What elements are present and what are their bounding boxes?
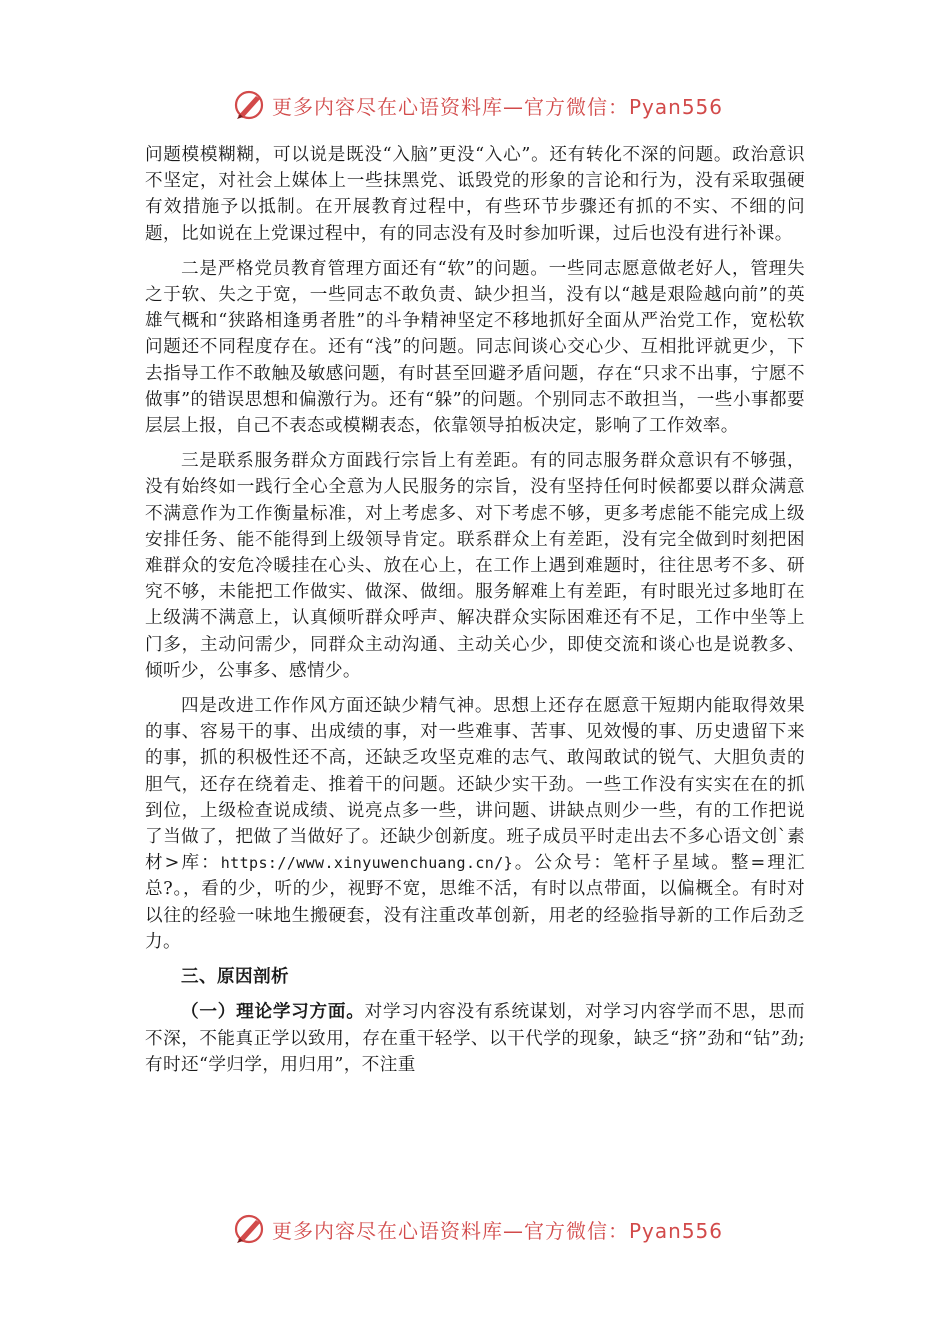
paragraph-5	[145, 999, 805, 1078]
section-heading: 三、原因剖析	[181, 967, 289, 988]
paragraph-2: 二是严格党员教育管理方面还有“软”的问题。一些同志愿意做老好人，管理失之于软、失之于宽，一些同志不敢负责、缺少担当，没有以“越是艰险越向前”的英雄气概和“狭路相逢勇者胜”的斗争精神坚定不移地抓好全面从严治党工作，宽松软问题还不同程度存在。还有“浅”的问题。同志间谈心交心少、互相批评就更少，下去指导工作不敢触及敏感问题，有时甚至回避矛盾问题，存在“只求不出事，宁愿不做事”的错误思想和偏激行为。还有“躲”的问题。个别同志不敢担当，一些小事都要层层上报，自己不表态或模糊表态，依靠领导拍板决定，影响了工作效率。	[145, 258, 805, 437]
paragraph-1: 问题模模糊糊，可以说是既没“入脑”更没“入心”。还有转化不深的问题。政治意识不坚定，对社会上媒体上一些抹黑党、诋毁党的形象的言论和行为，没有采取强硬有效措施予以抵制。在开展教育过程中，有些环节步骤还有抓的不实、不细的问题，比如说在上党课过程中，有的同志没有及时参加听课，过后也没有进行补课。	[145, 145, 805, 244]
paragraph-3: 三是联系服务群众方面践行宗旨上有差距。有的同志服务群众意识有不够强，没有始终如一践行全心全意为人民服务的宗旨，没有坚持任何时候都要以群众满意不满意作为工作衡量标准，对上考虑多、对下考虑不够，更多考虑能不能完成上级安排任务、能不能得到上级领导肯定。联系群众上有差距，没有完全做到时刻把困难群众的安危冷暖挂在心头、放在心上，在工作上遇到难题时，往往思考不多、研究不够，未能把工作做实、做深、做细。服务解难上有差距，有时眼光过多地盯在上级满不满意上，认真倾听群众呼声、解决群众实际困难还有不足，工作中坐等上门多，主动问需少，同群众主动沟通、主动关心少，即使交流和谈心也是说教多、倾听少，公事多、感情少。	[145, 451, 805, 681]
pen-logo-icon	[232, 88, 266, 122]
document-body	[145, 142, 805, 1087]
footer-banner	[232, 1212, 732, 1246]
paragraph-4-part-a: 四是改进工作作风方面还缺少精气神。思想上还存在愿意干短期内能取得效果的事、容易干的事、出成绩的事，对一些难事、苦事、见效慢的事、历史遗留下来的事，抓的积极性还不高，还缺乏攻坚克难的志气、敢闯敢试的锐气、大胆负责的胆气，还存在绕着走、推着干的问题。还缺少实干劲。一些工作没有实实在在的抓到位，上级检查说成绩、说亮点多一些，讲问题、讲缺点则少一些，有的工作把说了当做了，把做了当做好了。还缺少创新度。班子成员平时走出去不多心语文创`素材>库：	[145, 696, 805, 874]
header-banner-text: 更多内容尽在心语资料库—官方微信：Pyan556	[272, 94, 724, 119]
pen-logo-icon	[232, 1212, 266, 1246]
paragraph-5-lead: （一）理论学习方面。	[181, 1002, 365, 1023]
paragraph-5-text: 对学习内容没有系统谋划，对学习内容学而不思，思而不深，不能真正学以致用，存在重干轻学、以干代学的现象，缺乏“挤”劲和“钻”劲;有时还“学归学，用归用”，不注重	[145, 1002, 805, 1075]
header-banner	[232, 88, 732, 122]
paragraph-4	[145, 693, 805, 955]
paragraph-4-part-b: 。公众号：笔杆子星域。整=理汇总?。，看的少，听的少，视野不宽，思维不活，有时以点带面，以偏概全。有时对以往的经验一味地生搬硬套，没有注重改革创新，用老的经验指导新的工作后劲乏力。	[145, 853, 805, 952]
source-url: https://www.xinyuwenchuang.cn/}	[220, 854, 514, 873]
footer-banner-text: 更多内容尽在心语资料库—官方微信：Pyan556	[272, 1218, 724, 1243]
